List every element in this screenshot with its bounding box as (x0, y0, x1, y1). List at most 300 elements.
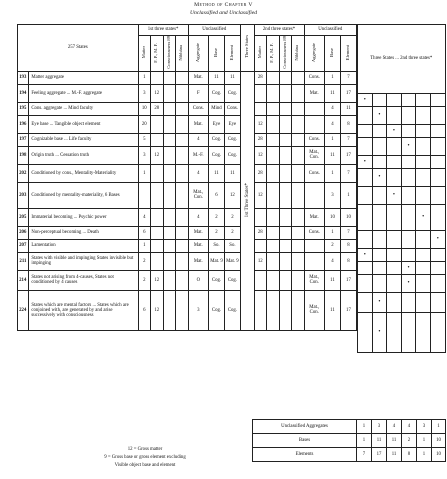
cell-m2: 28 (254, 71, 267, 84)
col-fpmf: F. P., M. F. (151, 36, 164, 72)
cell-m2 (254, 102, 267, 115)
state-mark (358, 293, 373, 313)
table-row (18, 164, 357, 182)
totals-body (253, 420, 446, 462)
totals-value: 4 (402, 420, 417, 434)
state-mark (416, 275, 431, 293)
table-row (18, 182, 357, 208)
cell-cons (163, 102, 176, 115)
cell-n2 (292, 208, 305, 226)
cell-elem: Cog. (224, 84, 240, 102)
cell-agg: 3 (188, 290, 208, 330)
cell-base2: 11 (325, 146, 341, 164)
states-row (358, 156, 446, 169)
cell-nib (176, 226, 189, 239)
cell-m2 (254, 208, 267, 226)
col-base-2: Base (325, 36, 341, 72)
cell-elem2: 1 (340, 182, 356, 208)
state-mark (401, 205, 416, 231)
state-mark (358, 169, 373, 187)
group-unclassified-2: Unclassified (304, 25, 356, 36)
state-mark (416, 125, 431, 138)
state-mark (372, 94, 387, 107)
row-number: 194 (18, 84, 29, 102)
row-label: Origin truth ... Cessation truth (29, 146, 138, 164)
state-mark (430, 107, 445, 125)
cell-c2 (279, 182, 292, 208)
totals-value: 2 (402, 434, 417, 448)
totals-value: 8 (402, 448, 417, 462)
cell-agg: Mat. (188, 252, 208, 270)
cell-agg2: Mat., Con. (304, 290, 324, 330)
cell-fp (151, 252, 164, 270)
cell-agg: 4 (188, 208, 208, 226)
cell-nib (176, 164, 189, 182)
cell-matter: 2 (138, 270, 151, 290)
cell-fp (151, 182, 164, 208)
cell-matter (138, 182, 151, 208)
state-mark: • (387, 125, 402, 138)
cell-base2: 4 (325, 115, 341, 133)
row-number: 198 (18, 146, 29, 164)
group-second-three-states: 2nd three states* (254, 25, 304, 36)
cell-base: 11 (209, 71, 225, 84)
state-mark (387, 107, 402, 125)
states-row (358, 138, 446, 156)
state-mark: • (401, 138, 416, 156)
states-row (358, 313, 446, 353)
cell-nib (176, 182, 189, 208)
cell-fp2 (267, 239, 280, 252)
totals-value: 11 (387, 434, 402, 448)
col-fpmf-2: F. P., M. F. (267, 36, 280, 72)
totals-table (252, 419, 446, 462)
cell-fp2 (267, 290, 280, 330)
row-number: 196 (18, 115, 29, 133)
states-row (358, 262, 446, 275)
cell-base: 11 (209, 164, 225, 182)
cell-cons (163, 239, 176, 252)
cell-elem: Cog. (224, 290, 240, 330)
cell-agg2: Mat. (304, 84, 324, 102)
totals-label: Elements (253, 448, 357, 462)
row-number: 202 (18, 164, 29, 182)
state-mark (430, 205, 445, 231)
cell-nib (176, 115, 189, 133)
state-mark (430, 249, 445, 262)
row-number: 205 (18, 208, 29, 226)
state-mark: • (358, 94, 373, 107)
cell-base2: 11 (325, 270, 341, 290)
table-row (18, 208, 357, 226)
states-row (358, 231, 446, 249)
group-unclassified-1: Unclassified (188, 25, 240, 36)
state-mark (416, 169, 431, 187)
state-mark: • (372, 313, 387, 353)
cell-agg2: Cons. (304, 164, 324, 182)
cell-cons (163, 84, 176, 102)
state-mark (416, 187, 431, 205)
cell-base: Eye (209, 115, 225, 133)
row-number: 195 (18, 102, 29, 115)
state-mark (372, 138, 387, 156)
main-table-body (18, 71, 357, 330)
cell-base2: 1 (325, 71, 341, 84)
col-states-header: 257 States (18, 25, 139, 72)
state-mark (416, 231, 431, 249)
row-label: Conditioned by cons., Mentality-Materiality (29, 164, 138, 182)
cell-base: Cog. (209, 146, 225, 164)
cell-agg2: Cons. (304, 133, 324, 146)
state-mark (430, 262, 445, 275)
cell-agg2: Cons. (304, 226, 324, 239)
cell-base: So. (209, 239, 225, 252)
state-mark (372, 231, 387, 249)
state-mark (416, 249, 431, 262)
cell-c2 (279, 71, 292, 84)
state-mark (358, 187, 373, 205)
cell-c2 (279, 133, 292, 146)
cell-matter: 1 (138, 71, 151, 84)
table-row (18, 84, 357, 102)
cell-agg2 (304, 182, 324, 208)
state-mark: • (416, 205, 431, 231)
state-mark (358, 313, 373, 353)
state-mark: • (387, 187, 402, 205)
col-element: Element (224, 36, 240, 72)
row-label: States not arising from 4-causes, States not conditioned by 4 causes (29, 270, 138, 290)
cell-fp (151, 115, 164, 133)
cell-base2: 3 (325, 182, 341, 208)
cell-agg2 (304, 115, 324, 133)
cell-agg: Mat. (188, 115, 208, 133)
col-nibbana-2: Nibbāna (292, 36, 305, 72)
col-matter: Matter (138, 36, 151, 72)
cell-matter: 10 (138, 102, 151, 115)
cell-nib (176, 252, 189, 270)
totals-row (253, 420, 446, 434)
state-mark: • (430, 231, 445, 249)
cell-elem: Eye (224, 115, 240, 133)
state-mark: • (401, 275, 416, 293)
totals-value: 3 (417, 420, 432, 434)
table-row (18, 102, 357, 115)
cell-fp: 12 (151, 84, 164, 102)
state-mark (372, 262, 387, 275)
cell-elem2: 17 (340, 290, 356, 330)
state-mark: • (401, 262, 416, 275)
group-first-three-states: 1st three states* (138, 25, 188, 36)
cell-matter: 5 (138, 133, 151, 146)
cell-elem: Cons. (224, 102, 240, 115)
row-label: Eye base ... Tangible object element (29, 115, 138, 133)
state-mark (372, 275, 387, 293)
cell-agg: M.-F. (188, 146, 208, 164)
cell-cons (163, 182, 176, 208)
cell-elem: Cog. (224, 146, 240, 164)
cell-matter: 1 (138, 164, 151, 182)
state-mark (387, 94, 402, 107)
state-mark (430, 156, 445, 169)
states-row (358, 275, 446, 293)
cell-base: 6 (209, 182, 225, 208)
state-mark (401, 293, 416, 313)
cell-fp: 28 (151, 102, 164, 115)
cell-m2 (254, 239, 267, 252)
state-mark (401, 231, 416, 249)
cell-nib (176, 102, 189, 115)
cell-n2 (292, 115, 305, 133)
cell-agg2 (304, 239, 324, 252)
cell-elem2: 10 (340, 208, 356, 226)
state-mark (416, 293, 431, 313)
cell-elem2: 7 (340, 71, 356, 84)
state-mark (372, 125, 387, 138)
cell-cons (163, 290, 176, 330)
cell-fp2 (267, 133, 280, 146)
cell-m2: 12 (254, 115, 267, 133)
cell-elem: Cog. (224, 133, 240, 146)
row-label: Cognizable base ... Life faculty (29, 133, 138, 146)
cell-base: Cog. (209, 290, 225, 330)
row-number: 197 (18, 133, 29, 146)
cell-c2 (279, 115, 292, 133)
row-label: Matter aggregate (29, 71, 138, 84)
table-row (18, 226, 357, 239)
cell-fp2 (267, 182, 280, 208)
cell-agg: O (188, 270, 208, 290)
col-aggregate-2: Aggregate (304, 36, 324, 72)
state-mark (358, 107, 373, 125)
totals-value: 1 (417, 448, 432, 462)
cell-n2 (292, 164, 305, 182)
totals-value: 1 (417, 434, 432, 448)
cell-agg: Mat., Con. (188, 182, 208, 208)
state-mark (387, 313, 402, 353)
state-mark (387, 156, 402, 169)
states-row (358, 249, 446, 262)
cell-agg: 4 (188, 133, 208, 146)
cell-base: Cog. (209, 270, 225, 290)
cell-n2 (292, 102, 305, 115)
totals-label: Unclassified Aggregates (253, 420, 357, 434)
row-label: Conditioned by mentality-materiality, 6 Bases (29, 182, 138, 208)
cell-agg: 4 (188, 164, 208, 182)
cell-n2 (292, 84, 305, 102)
state-mark (430, 293, 445, 313)
cell-fp (151, 208, 164, 226)
cell-base2: 11 (325, 84, 341, 102)
cell-cons (163, 226, 176, 239)
state-mark (358, 125, 373, 138)
cell-fp (151, 226, 164, 239)
cell-m2: 12 (254, 252, 267, 270)
row-label: States which are mental factors ... States which are conjoined with, are generated by and arise successively with consciousness (29, 290, 138, 330)
state-mark (387, 138, 402, 156)
totals-value: 10 (432, 434, 446, 448)
state-mark (401, 249, 416, 262)
cell-base2: 4 (325, 102, 341, 115)
state-mark (387, 231, 402, 249)
cell-elem: 2 (224, 226, 240, 239)
cell-fp2 (267, 208, 280, 226)
state-mark (430, 169, 445, 187)
state-mark (358, 205, 373, 231)
cell-base: Mat. 9 (209, 252, 225, 270)
cell-c2 (279, 208, 292, 226)
table-row (18, 290, 357, 330)
cell-base: Cog. (209, 133, 225, 146)
state-mark (430, 187, 445, 205)
col-matter-2: Matter (254, 36, 267, 72)
main-table (17, 24, 357, 331)
totals-value: 1 (357, 420, 372, 434)
cell-fp2 (267, 115, 280, 133)
row-label: States with visible and impinging States invisible but impinging (29, 252, 138, 270)
cell-nib (176, 71, 189, 84)
totals-label: Bases (253, 434, 357, 448)
state-mark (372, 249, 387, 262)
cell-m2 (254, 290, 267, 330)
cell-elem: 2 (224, 208, 240, 226)
cell-base2: 4 (325, 252, 341, 270)
state-mark (358, 275, 373, 293)
cell-matter: 6 (138, 226, 151, 239)
cell-n2 (292, 226, 305, 239)
cell-fp2 (267, 102, 280, 115)
row-number: 224 (18, 290, 29, 330)
cell-n2 (292, 133, 305, 146)
cell-base2: 1 (325, 226, 341, 239)
cell-cons (163, 146, 176, 164)
table-row (18, 252, 357, 270)
cell-elem2: 17 (340, 146, 356, 164)
state-mark (401, 125, 416, 138)
cell-elem2: 8 (340, 115, 356, 133)
cell-cons (163, 208, 176, 226)
row-number: 193 (18, 71, 29, 84)
cell-elem2: 17 (340, 84, 356, 102)
totals-row (253, 434, 446, 448)
cell-fp2 (267, 164, 280, 182)
cell-fp2 (267, 71, 280, 84)
state-mark (401, 187, 416, 205)
cell-agg2: Mat. (304, 208, 324, 226)
cell-fp: 12 (151, 270, 164, 290)
page-title: Method of Chapter V (194, 2, 253, 8)
cell-matter: 3 (138, 146, 151, 164)
state-mark (401, 313, 416, 353)
totals-value: 3 (372, 420, 387, 434)
totals-value: 4 (387, 420, 402, 434)
cell-fp2 (267, 84, 280, 102)
state-mark (387, 169, 402, 187)
state-mark (387, 275, 402, 293)
state-mark (416, 138, 431, 156)
cell-agg2: Mat., Con. (304, 146, 324, 164)
cell-elem2: 17 (340, 270, 356, 290)
cell-fp (151, 71, 164, 84)
cell-n2 (292, 146, 305, 164)
states-row (358, 169, 446, 187)
cell-fp (151, 164, 164, 182)
col-consciousness: Consciousness 89 (163, 36, 176, 72)
state-mark (387, 205, 402, 231)
col-element-2: Element (340, 36, 356, 72)
cell-base: Cog. (209, 84, 225, 102)
cell-nib (176, 208, 189, 226)
state-mark (387, 262, 402, 275)
table-row (18, 239, 357, 252)
cell-elem2: 11 (340, 102, 356, 115)
cell-base: 2 (209, 226, 225, 239)
state-mark (358, 138, 373, 156)
cell-n2 (292, 290, 305, 330)
cell-matter: 20 (138, 115, 151, 133)
cell-nib (176, 290, 189, 330)
col-three-states: Three States (240, 25, 254, 72)
footnote-1: 12 = Gross matter (127, 447, 163, 452)
cell-elem: 12 (224, 182, 240, 208)
states-row (358, 187, 446, 205)
row-label: Cons. aggregate ... Mind faculty (29, 102, 138, 115)
states-row (358, 205, 446, 231)
cell-fp (151, 239, 164, 252)
cell-matter: 2 (138, 252, 151, 270)
cell-elem2: 8 (340, 239, 356, 252)
cell-n2 (292, 270, 305, 290)
state-mark (358, 231, 373, 249)
cell-agg2: Mat., Con. (304, 270, 324, 290)
state-mark (416, 156, 431, 169)
cell-m2: 28 (254, 164, 267, 182)
cell-elem: 11 (224, 164, 240, 182)
cell-cons (163, 270, 176, 290)
cell-nib (176, 146, 189, 164)
totals-value: 11 (372, 434, 387, 448)
cell-nib (176, 133, 189, 146)
cell-agg: Cons. (188, 102, 208, 115)
totals-row (253, 448, 446, 462)
row-label: Feeling aggregate ... M.-F. aggregate (29, 84, 138, 102)
cell-n2 (292, 182, 305, 208)
cell-agg: Mat. (188, 226, 208, 239)
cell-nib (176, 270, 189, 290)
state-mark (372, 156, 387, 169)
row-number: 207 (18, 239, 29, 252)
state-mark (372, 187, 387, 205)
cell-c2 (279, 226, 292, 239)
state-mark (387, 249, 402, 262)
state-mark (401, 156, 416, 169)
cell-m2 (254, 270, 267, 290)
cell-c2 (279, 290, 292, 330)
cell-fp2 (267, 252, 280, 270)
cell-c2 (279, 252, 292, 270)
state-mark: • (358, 156, 373, 169)
state-mark (430, 125, 445, 138)
cell-fp2 (267, 226, 280, 239)
states-row (358, 107, 446, 125)
state-mark (430, 275, 445, 293)
cell-elem2: 7 (340, 164, 356, 182)
state-mark (416, 262, 431, 275)
cell-matter: 1 (138, 239, 151, 252)
cell-c2 (279, 84, 292, 102)
row-number: 203 (18, 182, 29, 208)
table-row (18, 133, 357, 146)
cell-fp (151, 133, 164, 146)
